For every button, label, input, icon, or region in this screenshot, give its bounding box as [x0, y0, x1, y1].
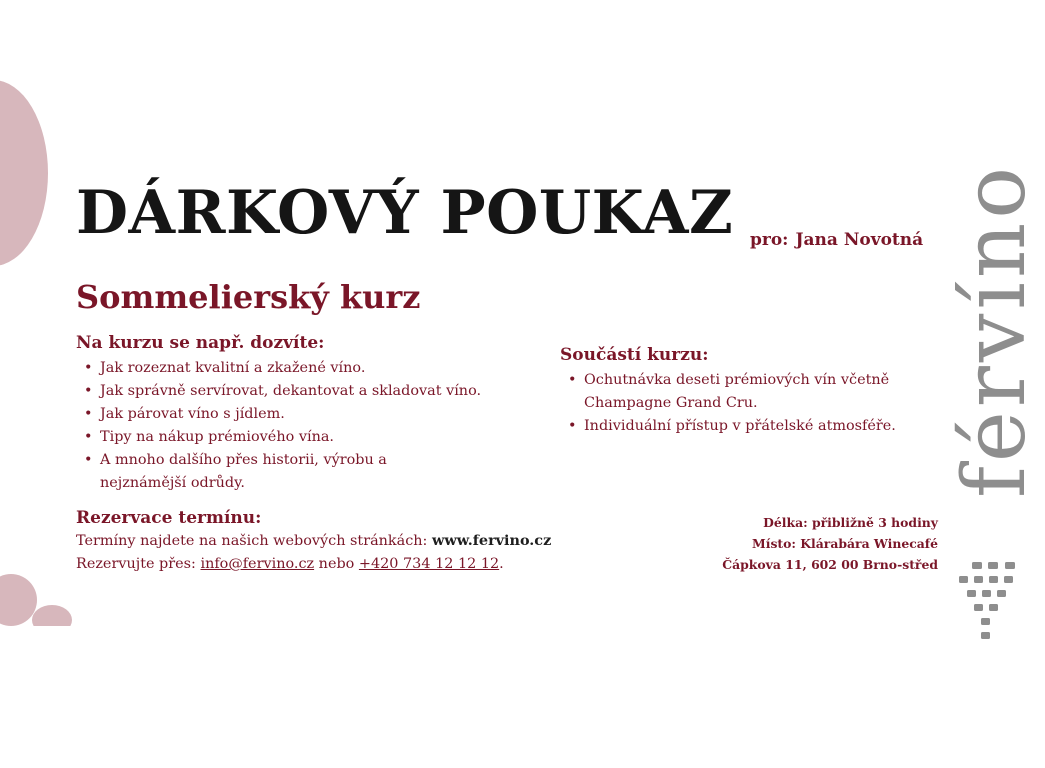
list-item: • Jak správně servírovat, dekantovat a skladovat víno. [84, 383, 482, 399]
list-item: • Individuální přístup v přátelské atmosféře. [568, 418, 896, 434]
duration: Délka: přibližně 3 hodiny [763, 515, 938, 530]
learn-list [76, 357, 526, 495]
voucher-title: DÁRKOVÝ POUKAZ [76, 178, 734, 248]
grape-cluster-icon [955, 556, 1035, 646]
reservation-line-1: Termíny najdete na našich webových stránkách: www.fervino.cz [76, 532, 552, 549]
included-list [560, 369, 940, 438]
decor-circle-top [0, 80, 48, 266]
list-item: • Jak párovat víno s jídlem. [84, 406, 285, 422]
recipient-label: pro: [750, 230, 789, 250]
decor-mask [0, 626, 100, 686]
recipient [750, 230, 923, 250]
phone-link[interactable]: +420 734 12 12 12 [358, 556, 500, 572]
course-title: Sommelierský kurz [76, 278, 421, 316]
list-item: • Tipy na nákup prémiového vína. [84, 429, 334, 445]
recipient-name: Jana Novotná [795, 230, 924, 250]
list-item: • A mnoho dalšího přes historii, výrobu a nejznámější odrůdy. [84, 452, 387, 491]
brand-wordmark: férvíno [945, 162, 1045, 498]
learn-section [76, 333, 526, 495]
email-link[interactable]: info@fervino.cz [200, 556, 315, 572]
reservation-section [76, 508, 596, 575]
website-link[interactable]: www.fervino.cz [432, 532, 552, 549]
included-heading: Součástí kurzu: [560, 345, 709, 365]
list-item: • Ochutnávka deseti prémiových vín včetně Champagne Grand Cru. [568, 372, 890, 411]
included-section [560, 345, 940, 438]
list-item: • Jak rozeznat kvalitní a zkažené víno. [84, 360, 366, 376]
address: Čápkova 11, 602 00 Brno-střed [722, 557, 938, 572]
reservation-heading: Rezervace termínu: [76, 508, 262, 528]
learn-heading: Na kurzu se např. dozvíte: [76, 333, 325, 353]
reservation-line-2: Rezervujte přes: info@fervino.cz nebo +420 734 12 12 12. [76, 556, 504, 572]
place: Místo: Klárabára Winecafé [752, 536, 938, 551]
course-details [722, 512, 938, 575]
